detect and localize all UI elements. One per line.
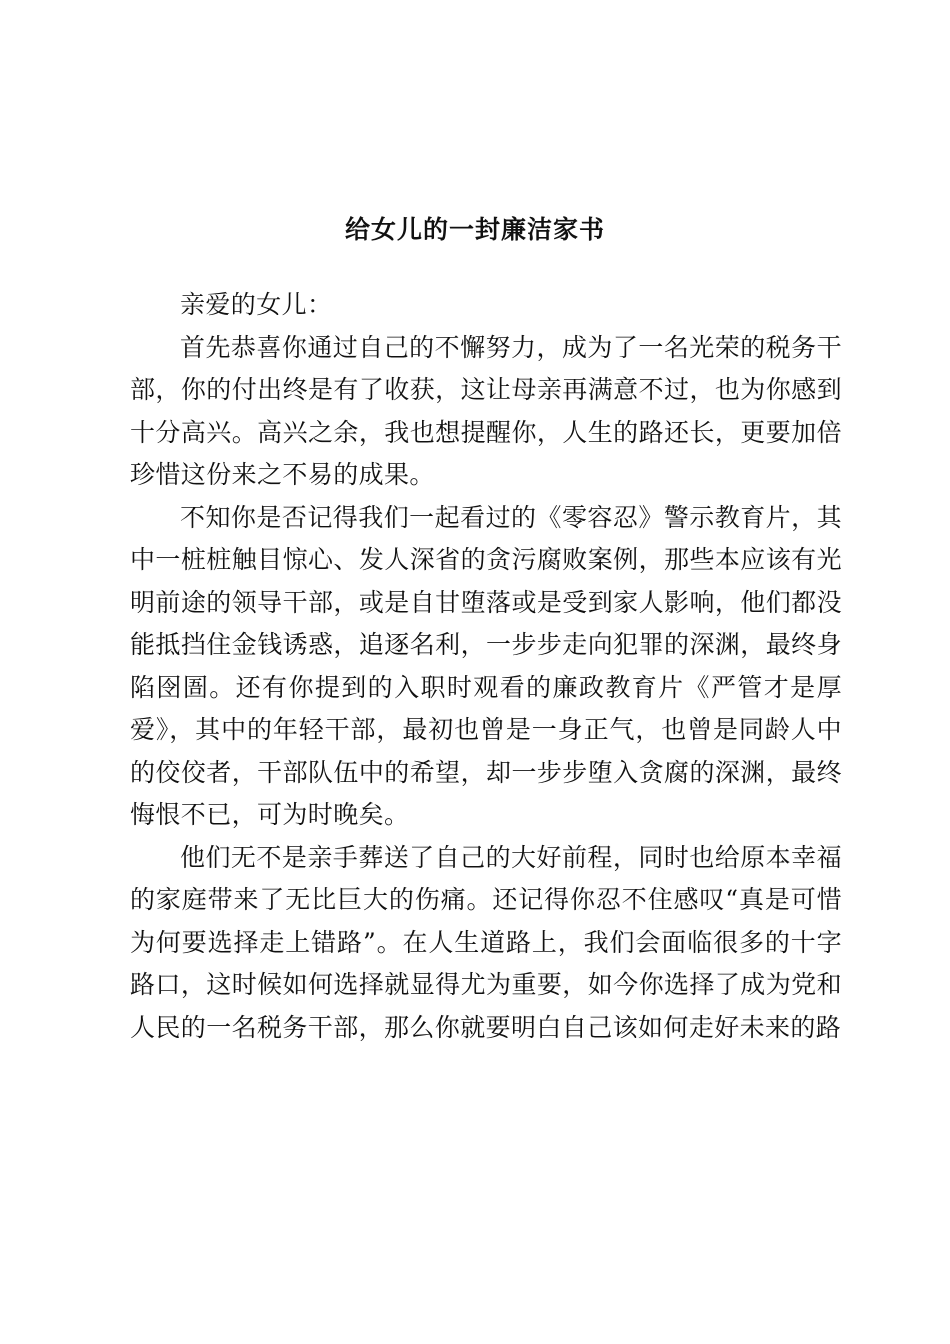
- paragraph-1: 首先恭喜你通过自己的不懈努力，成为了一名光荣的税务干部，你的付出终是有了收获，这让母亲再满意不过，也为你感到十分高兴。高兴之余，我也想提醒你，人生的路还长，更要加倍珍惜这份来之不易的成果。: [130, 332, 842, 489]
- paragraph-2: 不知你是否记得我们一起看过的《零容忍》警示教育片，其中一桩桩触目惊心、发人深省的贪污腐败案例，那些本应该有光明前途的领导干部，或是自甘堕落或是受到家人影响，他们都没能抵挡住金钱诱惑，追逐名利，一步步走向犯罪的深渊，最终身陷囹圄。还有你提到的入职时观看的廉政教育片《严管才是厚爱》，其中的年轻干部，最初也曾是一身正气，也曾是同龄人中的佼佼者，干部队伍中的希望，却一步步堕入贪腐的深渊，最终悔恨不已，可为时晚矣。: [130, 502, 842, 829]
- letter-body: [130, 284, 842, 1049]
- paragraph-3: 他们无不是亲手葬送了自己的大好前程，同时也给原本幸福的家庭带来了无比巨大的伤痛。还记得你忍不住感叹“真是可惜为何要选择走上错路”。在人生道路上，我们会面临很多的十字路口，这时候如何选择就显得尤为重要，如今你选择了成为党和人民的一名税务干部，那么你就要明白自己该如何走好未来的路: [130, 842, 842, 1042]
- salutation: 亲爱的女儿：: [180, 290, 333, 319]
- document-title: 给女儿的一封廉洁家书: [344, 215, 605, 244]
